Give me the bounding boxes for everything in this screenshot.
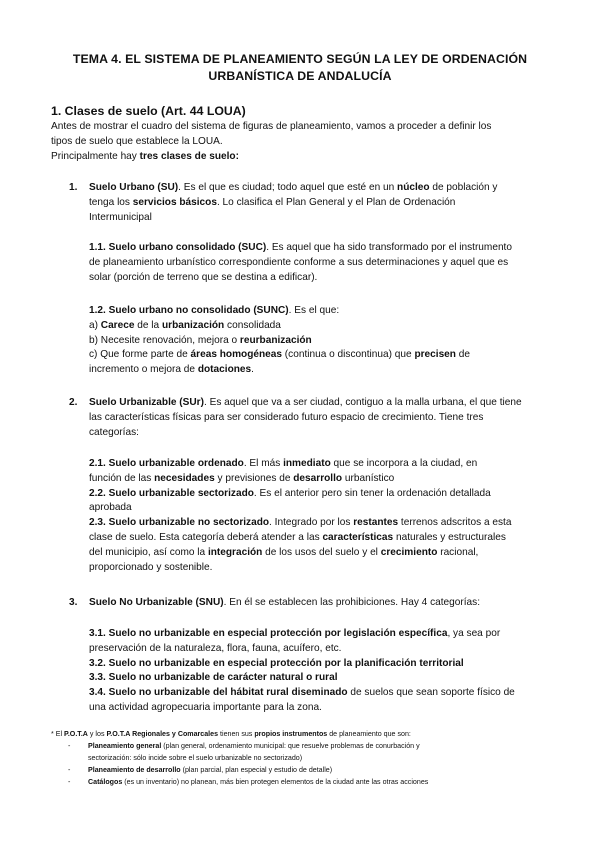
text-line: Intermunicipal — [89, 211, 152, 223]
text-line: 3.1. Suelo no urbanizable en especial protección por legislación específica, ya sea por — [89, 628, 501, 639]
text-line: tipos de suelo que establece la LOUA. — [51, 135, 223, 147]
text-line: Antes de mostrar el cuadro del sistema de figuras de planeamiento, vamos a proceder a definir los — [51, 121, 492, 132]
text-line: Principalmente hay tres clases de suelo: — [51, 150, 239, 162]
text-line: c) Que forme parte de áreas homogéneas (continua o discontinua) que precisen de — [89, 349, 471, 361]
list-number: 3. — [69, 597, 78, 608]
footnote-item: - Planeamiento general (plan general, ordenamiento municipal: que resuelve problemas de conurbación y sectorización: sólo incide sobre el suelo urbanizable no sectorizado) — [68, 742, 420, 762]
text-line: Suelo Urbano (SU). Es el que es ciudad; todo aquel que esté en un núcleo de población y — [89, 182, 498, 193]
text-line: 1.1. Suelo urbano consolidado (SUC). Es aquel que ha sido transformado por el instrumento — [89, 242, 512, 253]
intro-paragraph — [51, 120, 551, 164]
text-line: 3.2. Suelo no urbanizable en especial protección por la planificación territorial — [89, 657, 464, 669]
text-line: 1.2. Suelo urbano no consolidado (SUNC). Es el que: — [89, 305, 340, 316]
subsection-no-urbanizable — [89, 627, 544, 716]
title-line: TEMA 4. EL SISTEMA DE PLANEAMIENTO SEGÚN LA LEY DE ORDENACIÓN — [72, 52, 528, 66]
text-line: función de las necesidades y previsiones de desarrollo urbanístico — [89, 472, 395, 484]
text-line: solar (porción de terreno que se destina a edificar). — [89, 271, 318, 283]
list-number: 1. — [69, 182, 78, 193]
text-line: 3.3. Suelo no urbanizable de carácter natural o rural — [89, 672, 338, 684]
text-line: proporcionado y sostenible. — [89, 561, 213, 573]
section-heading: 1. Clases de suelo (Art. 44 LOUA) — [51, 104, 246, 118]
text-line: las características físicas para ser considerado futuro espacio de crecimiento. Tiene tres — [89, 411, 484, 423]
text-line: categorías: — [89, 426, 139, 438]
subsection-suc — [89, 241, 544, 285]
text-line: clase de suelo. Esta categoría deberá atender a las características naturales y estructurales — [89, 531, 506, 543]
text-line: preservación de la naturaleza, flora, fauna, acuífero, etc. — [89, 642, 342, 654]
footnote-list — [51, 740, 551, 788]
subsection-urbanizable — [89, 457, 544, 575]
list-item-suelo-urbanizable — [89, 396, 544, 440]
text-line: 2.2. Suelo urbanizable sectorizado. Es el anterior pero sin tener la ordenación detallada — [89, 487, 491, 499]
text-line: aprobada — [89, 502, 132, 514]
text-line: Suelo No Urbanizable (SNU). En él se establecen las prohibiciones. Hay 4 categorías: — [89, 597, 481, 608]
text-line: a) Carece de la urbanización consolidada — [89, 319, 281, 331]
text-line: 2.1. Suelo urbanizable ordenado. El más inmediato que se incorpora a la ciudad, en — [89, 458, 478, 469]
list-item-suelo-urbano — [89, 181, 544, 225]
text-line: del municipio, así como la integración de los usos del suelo y el crecimiento racional, — [89, 546, 479, 558]
footnote-item: - Catálogos (es un inventario) no planean, más bien protegen elementos de la ciudad ante las otras acciones — [68, 778, 429, 786]
text-line: de planeamiento urbanístico correspondiente conforme a sus determinaciones y aquel que es — [89, 256, 509, 268]
text-line: Suelo Urbanizable (SUr). Es aquel que va a ser ciudad, contiguo a la malla urbana, el que tiene — [89, 397, 522, 408]
text-line: una actividad agropecuaria importante para la zona. — [89, 701, 322, 713]
footnote — [51, 728, 551, 788]
footnote-intro: * El P.O.T.A y los P.O.T.A Regionales y Comarcales tienen sus propios instrumentos de planeamiento que son: — [51, 730, 411, 738]
subsection-sunc — [89, 304, 544, 378]
page-title — [60, 51, 540, 85]
title-line: URBANÍSTICA DE ANDALUCÍA — [208, 69, 392, 83]
text-line: b) Necesite renovación, mejora o reurbanización — [89, 334, 312, 346]
text-line: 3.4. Suelo no urbanizable del hábitat rural diseminado de suelos que sean soporte físico de — [89, 687, 515, 699]
footnote-item: - Planeamiento de desarrollo (plan parcial, plan especial y estudio de detalle) — [68, 766, 333, 774]
list-item-suelo-no-urbanizable — [89, 596, 544, 611]
text-line: 2.3. Suelo urbanizable no sectorizado. Integrado por los restantes terrenos adscritos a esta — [89, 517, 512, 529]
text-line: incremento o mejora de dotaciones. — [89, 364, 254, 376]
text-line: tenga los servicios básicos. Lo clasifica el Plan General y el Plan de Ordenación — [89, 196, 456, 208]
list-number: 2. — [69, 397, 78, 408]
